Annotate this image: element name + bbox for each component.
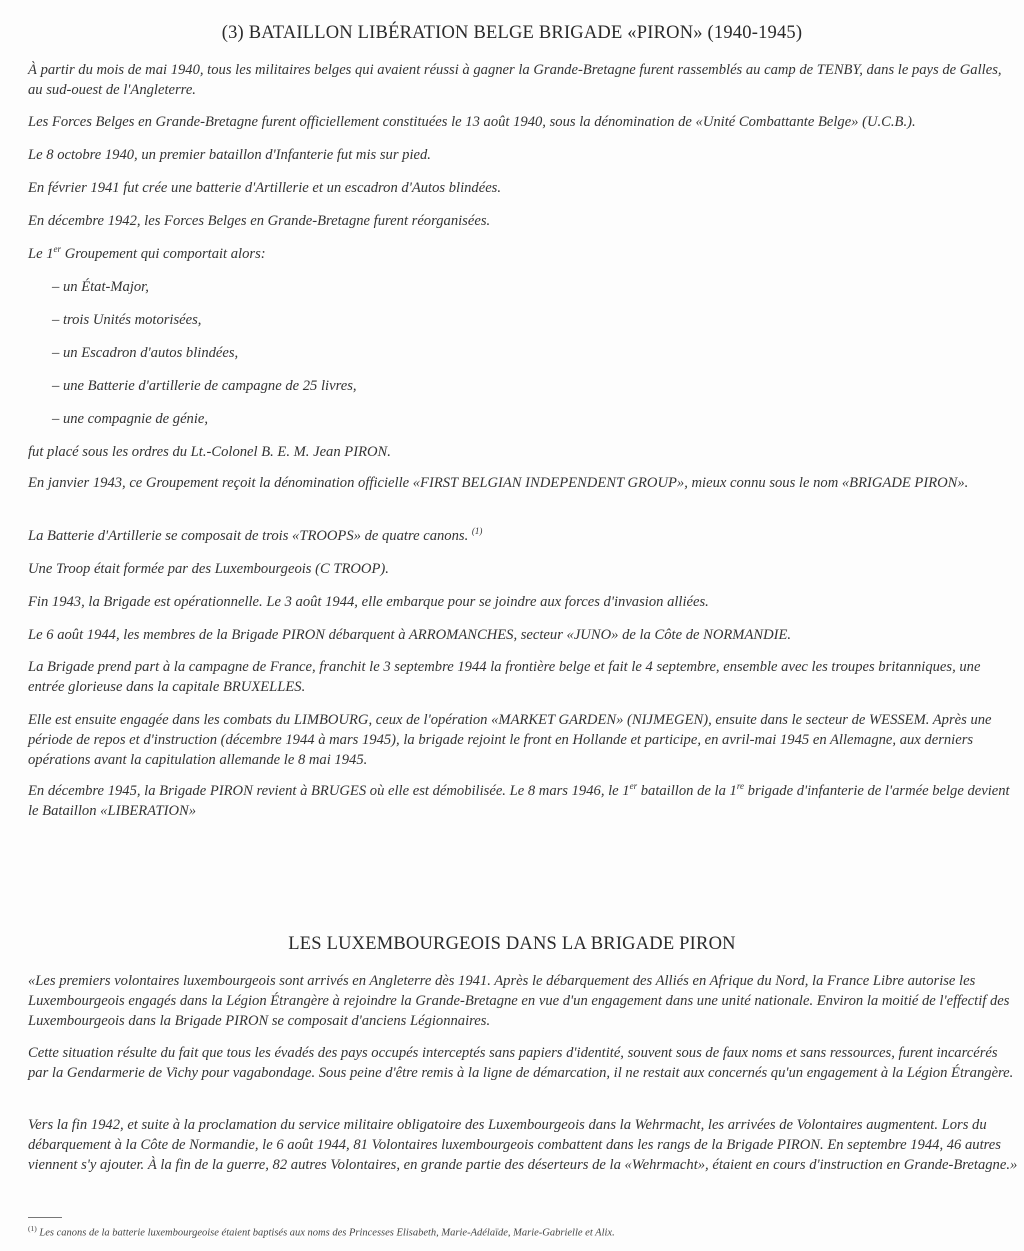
section-title-luxembourgeois: LES LUXEMBOURGEOIS DANS LA BRIGADE PIRON (288, 934, 736, 954)
list-item: – un Escadron d'autos blindées, (52, 345, 239, 361)
paragraph-wehrmacht: Vers la fin 1942, et suite à la proclamation du service militaire obligatoire des Luxembourgeois dans la Wehrmacht, les arrivées de Volontaires augmentent. Lors du débarquement à la Côte de Normandie, le 6 août 1944, 81 Volontaires luxembourgeois combattent dans les rangs de la Brigade PIRON. En septembre 1944, 46 autres viennent s'y ajouter. À la fin de la guerre, 82 autres Volontaires, en grande partie des déserteurs de la «Wehrmacht», étaient en cours d'instruction en Grande-Bretagne.» (28, 1117, 1018, 1173)
paragraph-arromanches: Le 6 août 1944, les membres de la Brigade PIRON débarquent à ARROMANCHES, secteur «JUNO» de la Côte de NORMANDIE. (28, 627, 792, 643)
paragraph-groupement: Le 1er Groupement qui comportait alors: (28, 244, 266, 262)
list-item: – un État-Major, (52, 279, 149, 295)
list-item: – trois Unités motorisées, (52, 312, 202, 328)
paragraph-bruges: En décembre 1945, la Brigade PIRON revient à BRUGES où elle est démobilisée. Le 8 mars 1946, le 1er bataillon de la 1re brigade d'infanterie de l'armée belge devient le Bataillon «LIBERATION» (28, 781, 1010, 819)
paragraph-reorganisation: En décembre 1942, les Forces Belges en Grande-Bretagne furent réorganisées. (28, 213, 491, 229)
list-item: – une Batterie d'artillerie de campagne de 25 livres, (52, 378, 357, 394)
paragraph-operational: Fin 1943, la Brigade est opérationnelle. Le 3 août 1944, elle embarque pour se joindre aux forces d'invasion alliées. (28, 594, 709, 610)
paragraph-artillery-battery: En février 1941 fut crée une batterie d'Artillerie et un escadron d'Autos blindées. (28, 180, 502, 196)
footnote-divider (28, 1217, 62, 1218)
footnote: $^{(1)}$ Les canons de la batterie luxembourgeoise étaient baptisés aux noms des Princesses Elisabeth, Marie-Adélaïde, Marie-Gabrielle et Alix. (28, 1224, 615, 1239)
paragraph-first-belgian-group: En janvier 1943, ce Groupement reçoit la dénomination officielle «FIRST BELGIAN INDEPENDENT GROUP», mieux connu sous le nom «BRIGADE PIRON». (28, 475, 969, 491)
paragraph-ucb: Les Forces Belges en Grande-Bretagne furent officiellement constituées le 13 août 1940, sous la dénomination de «Unité Combattante Belge» (U.C.B.). (28, 114, 916, 130)
paragraph-troops: La Batterie d'Artillerie se composait de trois «TROOPS» de quatre canons. $^{(1)}$ (28, 526, 483, 544)
section-title-brigade-piron: (3) BATAILLON LIBÉRATION BELGE BRIGADE «PIRON» (1940-1945) (221, 23, 803, 43)
paragraph-infantry-battalion: Le 8 octobre 1940, un premier bataillon d'Infanterie fut mis sur pied. (28, 147, 431, 163)
footnote-reference: (1) (471, 526, 483, 537)
paragraph-volontaires: «Les premiers volontaires luxembourgeois sont arrivés en Angleterre dès 1941. Après le débarquement des Alliés en Afrique du Nord, la France Libre autorise les Luxembourgeois engagés dans la Légion Étrangère à rejoindre la Grande-Bretagne en vue d'un engagement dans une unité nationale. Environ la moitié de l'effectif des Luxembourgeois dans la Brigade PIRON se composait d'anciens Légionnaires. (28, 973, 1010, 1029)
paragraph-limbourg: Elle est ensuite engagée dans les combats du LIMBOURG, ceux de l'opération «MARKET GARDEN» (NIJMEGEN), ensuite dans le secteur de WESSEM. Après une période de repos et d'instruction (décembre 1944 à mars 1945), la brigade rejoint le front en Hollande et participe, en avril-mai 1945 en Allemagne, aux derniers opérations avant la capitulation allemande le 8 mai 1945. (28, 712, 992, 768)
paragraph-bruxelles: La Brigade prend part à la campagne de France, franchit le 3 septembre 1944 la frontière belge et fait le 4 septembre, ensemble avec les troupes britanniques, une entrée glorieuse dans la capitale BRUXELLES. (28, 659, 981, 695)
list-item: – une compagnie de génie, (52, 411, 209, 427)
paragraph-vichy: Cette situation résulte du fait que tous les évadés des pays occupés interceptés sans papiers d'identité, souvent sous de faux noms et sans ressources, furent incarcérés par la Gendarmerie de Vichy pour vagabondage. Sous peine d'être remis à la ligne de démarcation, il ne restait aux concernés qu'un engagement à la Légion Étrangère. (28, 1045, 1014, 1081)
paragraph-c-troop: Une Troop était formée par des Luxembourgeois (C TROOP). (28, 561, 389, 577)
paragraph-tenby: À partir du mois de mai 1940, tous les militaires belges qui avaient réussi à gagner la Grande-Bretagne furent rassemblés au camp de TENBY, dans le pays de Galles, au sud-ouest de l'Angleterre. (28, 62, 1002, 98)
paragraph-piron-command: fut placé sous les ordres du Lt.-Colonel B. E. M. Jean PIRON. (28, 444, 391, 460)
